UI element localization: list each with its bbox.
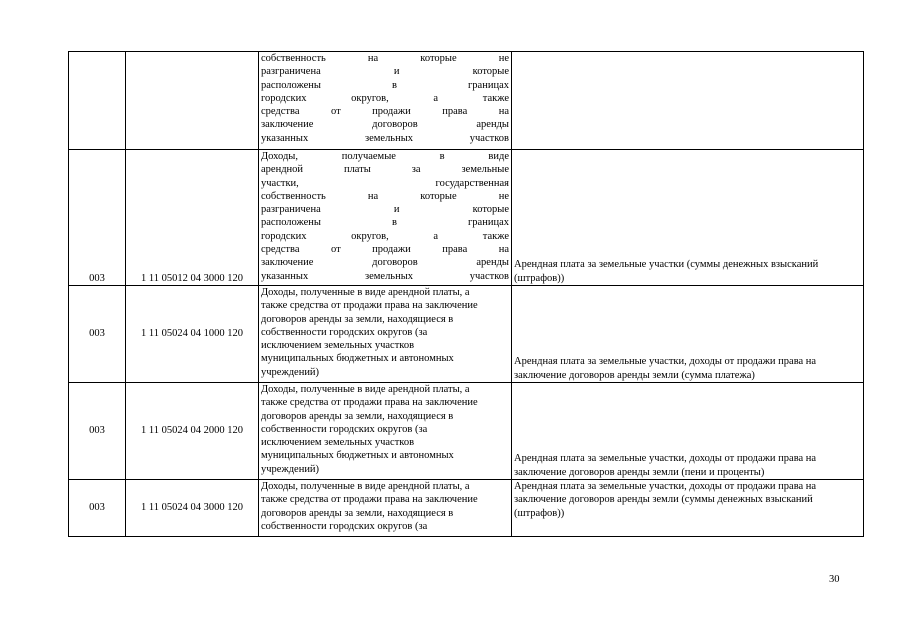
description-line: заключение договоров аренды: [261, 119, 509, 131]
description-line: собственность на которые не: [261, 190, 509, 202]
description-line: исключением земельных участков: [261, 437, 415, 449]
description-line: расположены в границах: [261, 217, 509, 229]
page-number: 30: [829, 574, 840, 585]
description-line: муниципальных бюджетных и автономных: [261, 450, 454, 462]
kbk-code-cell: 1 11 05024 04 1000 120: [126, 286, 259, 383]
table-row: [69, 383, 864, 480]
description-line: Доходы, полученные в виде арендной платы, а: [261, 287, 470, 298]
description-line: разграничена и которые: [261, 66, 509, 78]
description-line: средства от продажи права на: [261, 106, 509, 118]
description-line: городских округов, а также: [261, 230, 509, 242]
kbk-code-cell: [126, 52, 259, 150]
description-line: арендной платы за земельные: [261, 164, 509, 176]
revenue-classification-table: [68, 51, 864, 537]
description-line: участки, государственная: [261, 177, 509, 189]
description-line: договоров аренды за земли, находящиеся в: [261, 313, 454, 325]
table-row: [69, 52, 864, 150]
description-line: указанных земельных участков: [261, 270, 509, 282]
description-line: также средства от продажи права на заключение: [261, 397, 478, 409]
table-row: [69, 286, 864, 383]
admin-code-cell: 003: [69, 286, 126, 383]
description-line: разграничена и которые: [261, 204, 509, 216]
description-line: учреждений): [261, 463, 320, 475]
admin-code-cell: 003: [69, 150, 126, 286]
description-line: расположены в границах: [261, 79, 509, 91]
description-line: городских округов, а также: [261, 92, 509, 104]
payment-note-cell: Арендная плата за земельные участки (суммы денежных взысканий (штрафов)): [512, 150, 864, 286]
kbk-code-cell: 1 11 05024 04 2000 120: [126, 383, 259, 480]
description-line: Доходы, полученные в виде арендной платы, а: [261, 481, 470, 492]
revenue-description-cell: [259, 286, 512, 383]
description-line: собственности городских округов (за: [261, 423, 428, 435]
description-line: также средства от продажи права на заключение: [261, 494, 478, 506]
table-row: [69, 480, 864, 537]
kbk-code-cell: 1 11 05024 04 3000 120: [126, 480, 259, 537]
payment-note-cell: Арендная плата за земельные участки, доходы от продажи права на заключение договоров аренды земли (суммы денежных взысканий (штрафов)): [512, 480, 864, 537]
admin-code-cell: [69, 52, 126, 150]
payment-note-cell: Арендная плата за земельные участки, доходы от продажи права на заключение договоров аренды земли (пени и проценты): [512, 383, 864, 480]
description-line: учреждений): [261, 366, 320, 378]
description-line: также средства от продажи права на заключение: [261, 300, 478, 312]
revenue-description-cell: [259, 480, 512, 537]
admin-code-cell: 003: [69, 480, 126, 537]
description-line: заключение договоров аренды: [261, 257, 509, 269]
description-line: средства от продажи права на: [261, 244, 509, 256]
description-line: договоров аренды за земли, находящиеся в: [261, 507, 454, 519]
description-line: Доходы, получаемые в виде: [261, 151, 509, 162]
description-line: собственности городских округов (за: [261, 326, 428, 338]
table-row: [69, 150, 864, 286]
description-line: указанных земельных участков: [261, 132, 509, 144]
kbk-code-cell: 1 11 05012 04 3000 120: [126, 150, 259, 286]
revenue-description-cell: [259, 383, 512, 480]
description-line: муниципальных бюджетных и автономных: [261, 353, 454, 365]
description-line: исключением земельных участков: [261, 340, 415, 352]
description-line: договоров аренды за земли, находящиеся в: [261, 410, 454, 422]
admin-code-cell: 003: [69, 383, 126, 480]
description-line: собственность на которые не: [261, 53, 509, 64]
revenue-description-cell: [259, 150, 512, 286]
description-line: собственности городских округов (за: [261, 520, 428, 532]
description-line: Доходы, полученные в виде арендной платы, а: [261, 384, 470, 395]
revenue-description-cell: [259, 52, 512, 150]
payment-note-cell: Арендная плата за земельные участки, доходы от продажи права на заключение договоров аренды земли (сумма платежа): [512, 286, 864, 383]
payment-note-cell: [512, 52, 864, 150]
